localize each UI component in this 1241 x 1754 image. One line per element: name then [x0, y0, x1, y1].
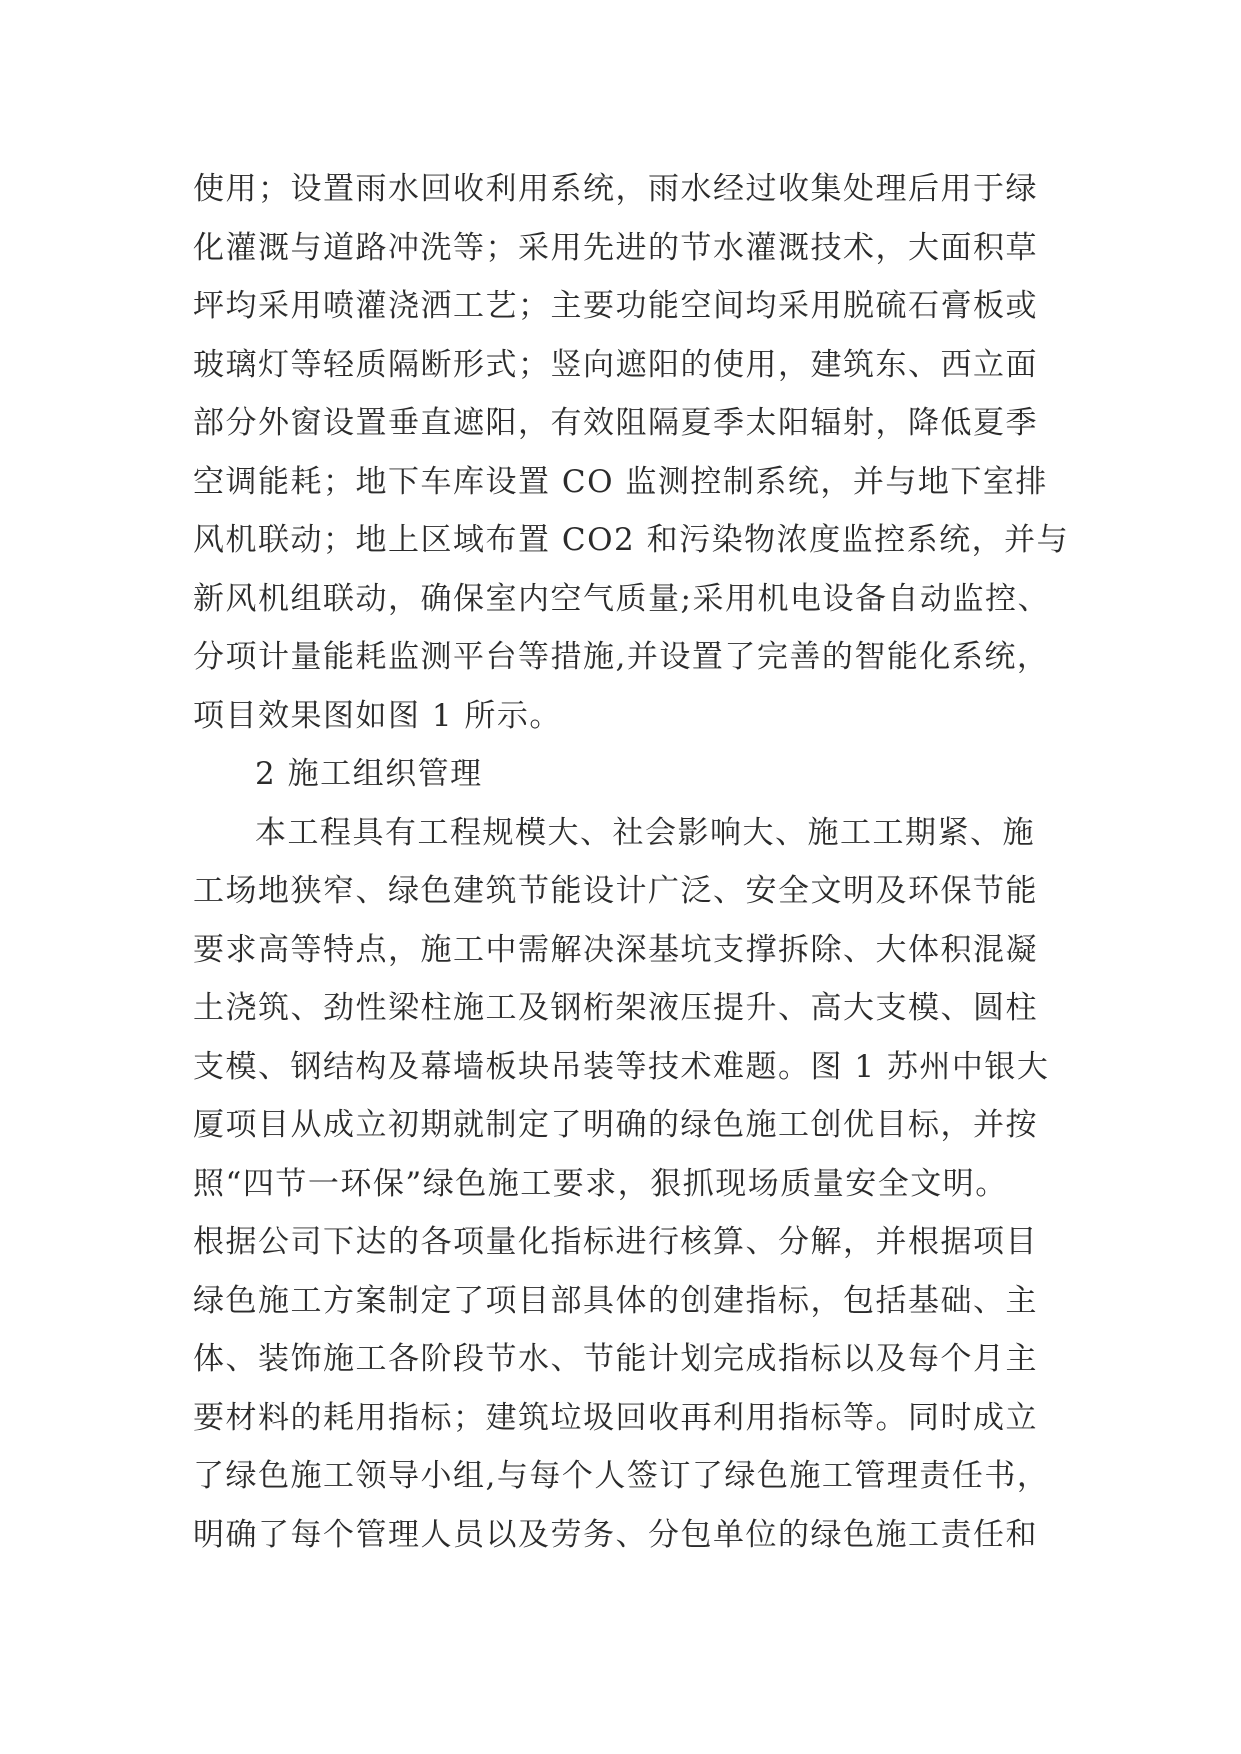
text-line: 本工程具有工程规模大、社会影响大、施工工期紧、施 [255, 814, 1035, 851]
text-line: 新风机组联动，确保室内空气质量;采用机电设备自动监控、 [193, 580, 1050, 617]
text-line: 明确了每个管理人员以及劳务、分包单位的绿色施工责任和 [193, 1516, 1038, 1553]
text-line: 体、装饰施工各阶段节水、节能计划完成指标以及每个月主 [193, 1341, 1038, 1377]
text-line: 要材料的耗用指标；建筑垃圾回收再利用指标等。同时成立 [193, 1399, 1038, 1436]
text-line: 项目效果图如图 1 所示。 [193, 697, 562, 734]
text-line: 了绿色施工领导小组,与每个人签订了绿色施工管理责任书， [193, 1458, 1050, 1494]
text-line: 厦项目从成立初期就制定了明确的绿色施工创优目标，并按 [193, 1107, 1038, 1143]
text-line: 分项计量能耗监测平台等措施,并设置了完善的智能化系统， [193, 639, 1050, 675]
section-heading: 2 施工组织管理 [255, 756, 483, 792]
text-line: 照“四节一环保”绿色施工要求，狠抓现场质量安全文明。 [193, 1165, 1008, 1202]
text-line: 要求高等特点，施工中需解决深基坑支撑拆除、大体积混凝 [193, 931, 1038, 968]
text-line: 风机联动；地上区域布置 CO2 和污染物浓度监控系统，并与 [193, 522, 1070, 558]
text-line: 部分外窗设置垂直遮阳，有效阻隔夏季太阳辐射，降低夏季 [193, 405, 1038, 441]
text-line: 土浇筑、劲性梁柱施工及钢桁架液压提升、高大支模、圆柱 [193, 990, 1038, 1026]
text-line: 空调能耗；地下车库设置 CO 监测控制系统，并与地下室排 [193, 463, 1048, 500]
text-line: 支模、钢结构及幕墙板块吊装等技术难题。图 1 苏州中银大 [193, 1048, 1050, 1085]
text-line: 使用；设置雨水回收利用系统，雨水经过收集处理后用于绿 [193, 171, 1038, 207]
text-line: 绿色施工方案制定了项目部具体的创建指标，包括基础、主 [193, 1282, 1038, 1319]
text-line: 玻璃灯等轻质隔断形式；竖向遮阳的使用，建筑东、西立面 [193, 346, 1038, 383]
text-line: 坪均采用喷灌浇洒工艺；主要功能空间均采用脱硫石膏板或 [193, 288, 1038, 324]
text-line: 根据公司下达的各项量化指标进行核算、分解，并根据项目 [193, 1224, 1038, 1260]
text-line: 工场地狭窄、绿色建筑节能设计广泛、安全文明及环保节能 [193, 873, 1038, 909]
document-body [193, 160, 1073, 1564]
text-line: 化灌溉与道路冲洗等；采用先进的节水灌溉技术，大面积草 [193, 229, 1038, 266]
